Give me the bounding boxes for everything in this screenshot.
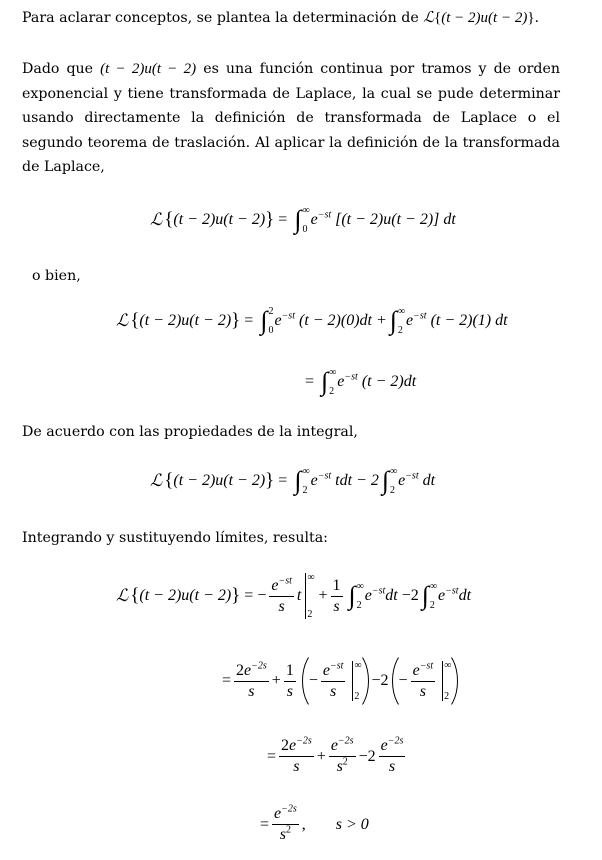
o-bien-text: o bien, bbox=[32, 268, 81, 284]
intro-line: Para aclarar conceptos, se plantea la determinación de ℒ{(t − 2)u(t − 2)}. bbox=[22, 10, 540, 26]
fraction-result: $\frac{e^{-2s}}{s^2}$ bbox=[274, 803, 297, 843]
fraction-1-over-s: $\frac{1}{s}$ bbox=[332, 576, 341, 615]
evaluation-bar: ∞ 2 bbox=[307, 572, 315, 620]
integral-2-inf: ∫ ∞ 2 bbox=[389, 306, 406, 336]
equation-result: = $\frac{e^{-2s}}{s^2}$ , s > 0 bbox=[260, 803, 369, 843]
fraction-2e-2s-over-s: $\frac{2e^{-2s}}{s}$ bbox=[236, 660, 267, 700]
evaluation-bar: ∞ 2 bbox=[354, 660, 362, 702]
condition-s-positive: s > 0 bbox=[335, 815, 369, 833]
evaluation-bar: ∞ 2 bbox=[444, 660, 452, 702]
fraction-1-over-s: $\frac{1}{s}$ bbox=[285, 661, 294, 700]
fraction-e-st-over-s: $\frac{e^{-st}}{s}$ bbox=[271, 575, 292, 615]
intro-math: ℒ{(t − 2)u(t − 2)} bbox=[423, 10, 535, 26]
equation-evaluated-limits: = $\frac{2e^{-2s}}{s}$ + $\frac{1}{s}$ − $\frac{e^{-st}}{s}$ ∞ 2 −2 − $\frac{e^{-st}}{s}$ ∞ 2 bbox=[222, 651, 461, 711]
paragraph-integration: Integrando y sustituyendo límites, resulta: bbox=[22, 530, 328, 546]
integral-2-inf: ∫ ∞ 2 bbox=[421, 581, 438, 611]
fraction-e-st-over-s: $\frac{e^{-st}}{s}$ bbox=[412, 660, 434, 700]
integral-0-2: ∫ 2 0 bbox=[260, 306, 274, 336]
paren-group: − $\frac{e^{-st}}{s}$ ∞ 2 bbox=[392, 651, 459, 711]
equation-split-integral: ℒ { (t − 2)u(t − 2) } = ∫ 2 0 $e^{-st}$ (t − 2)(0)dt + ∫ ∞ 2 $e^{-st}$ (t − 2)(1) dt bbox=[116, 306, 508, 336]
function-expr: (t − 2)u(t − 2) bbox=[100, 61, 197, 77]
equation-linearity: ℒ { (t − 2)u(t − 2) } = ∫ ∞ 2 $e^{-st}$ tdt − 2 ∫ ∞ 2 $e^{-st}$ dt bbox=[150, 466, 436, 496]
equation-integration-by-parts: ℒ { (t − 2)u(t − 2) } = − $\frac{e^{-st}}{s}$ t ∞ 2 + $\frac{1}{s}$ ∫ ∞ 2 $e^{-st}dt$ −2 ∫ ∞ 2 $e^{-st}dt$ bbox=[116, 572, 472, 620]
paragraph-intro-definition: Dado que (t − 2)u(t − 2) es una función continua por tramos y de orden exponencial y tiene transformada de Laplace, la cual se pude determinar usando directamente la definición de transformada de Laplace o el segundo teorema de traslación. Al aplicar la definición de la transformada de Laplace, bbox=[22, 61, 560, 175]
paragraph-integral-properties: De acuerdo con las propiedades de la integral, bbox=[22, 424, 358, 440]
integral-2-inf: ∫ ∞ 2 bbox=[348, 581, 364, 611]
integral-2-inf: ∫ ∞ 2 bbox=[294, 466, 310, 496]
equation-simplified: = $\frac{2e^{-2s}}{s}$ + $\frac{e^{-2s}}{s^2}$ −2 $\frac{e^{-2s}}{s}$ bbox=[267, 735, 404, 775]
fraction-e-2s-over-s2: $\frac{e^{-2s}}{s^2}$ bbox=[330, 735, 354, 775]
fraction-e-st-over-s: $\frac{e^{-st}}{s}$ bbox=[322, 660, 344, 700]
equation-reduced-integral: = ∫ ∞ 2 $e^{-st}$ (t − 2)dt bbox=[305, 367, 417, 397]
paren-group: − $\frac{e^{-st}}{s}$ ∞ 2 bbox=[302, 651, 369, 711]
integral-2-inf: ∫ ∞ 2 bbox=[381, 466, 398, 496]
fraction-2e-2s-over-s: $\frac{2e^{-2s}}{s}$ bbox=[281, 735, 312, 775]
integral-0-inf: ∫ ∞ 0 bbox=[294, 205, 310, 235]
intro-text: Para aclarar conceptos, se plantea la determinación de bbox=[22, 10, 419, 26]
fraction-e-2s-over-s: $\frac{e^{-2s}}{s}$ bbox=[380, 735, 404, 775]
equation-definition: ℒ { (t − 2)u(t − 2) } = ∫ ∞ 0 $e^{-st}$ [(t − 2)u(t − 2)] dt bbox=[150, 205, 456, 235]
integral-2-inf: ∫ ∞ 2 bbox=[321, 367, 337, 397]
